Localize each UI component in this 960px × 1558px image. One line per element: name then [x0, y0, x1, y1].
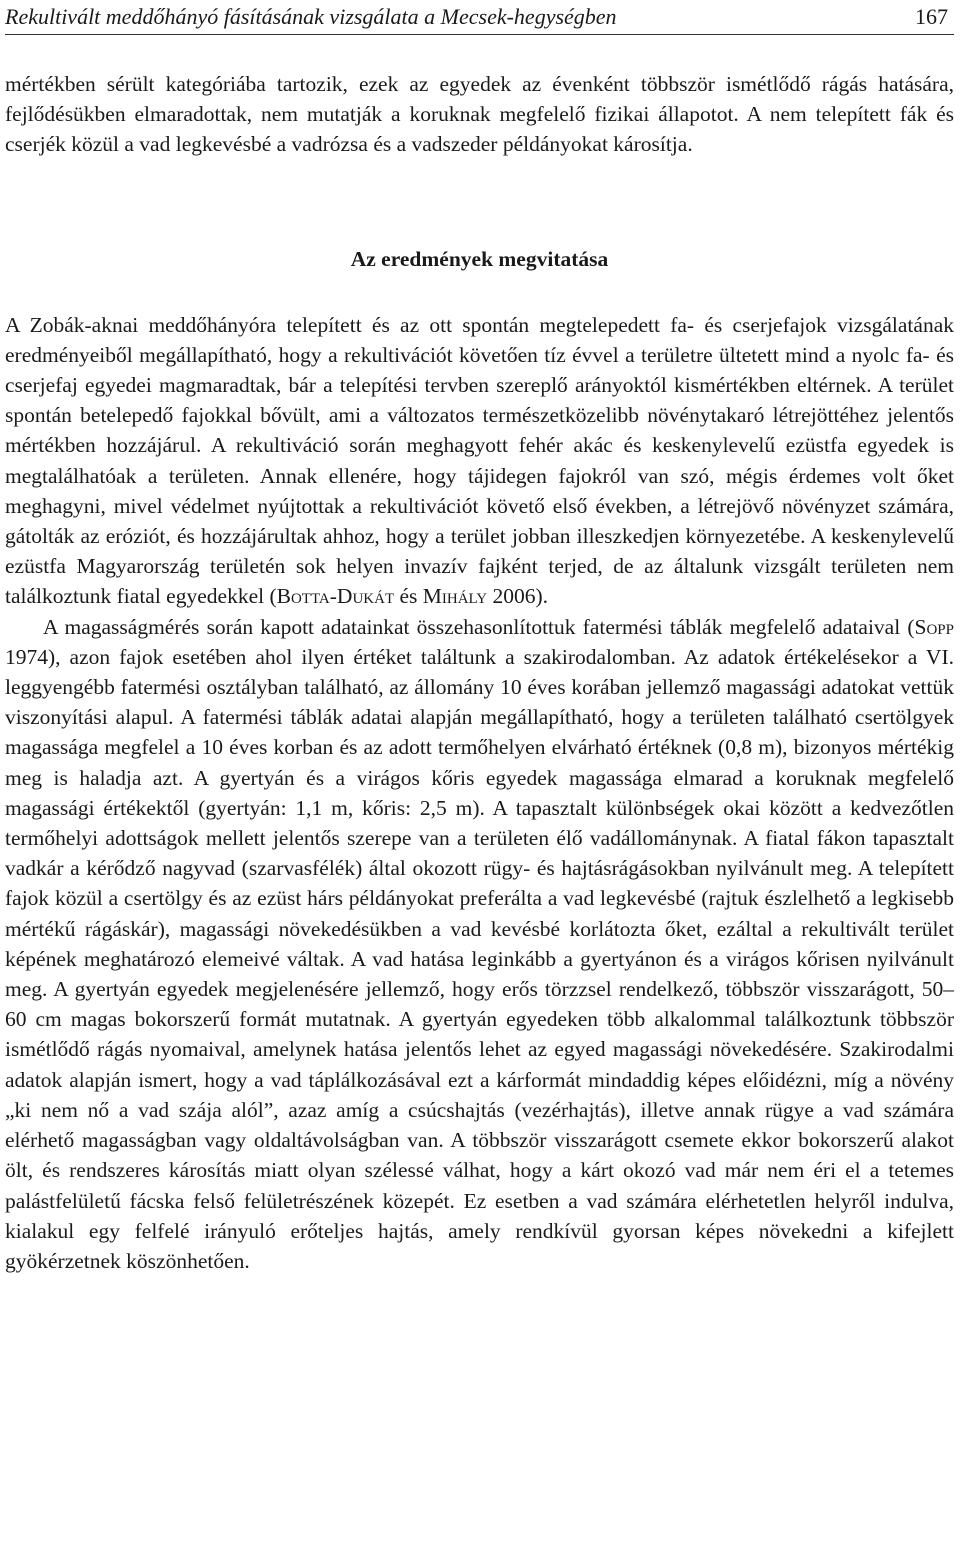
- citation-author: Botta-Dukát: [276, 584, 395, 609]
- citation-conjunction: és: [394, 584, 423, 609]
- intro-paragraph: mértékben sérült kategóriába tartozik, ezek az egyedek az évenként többször ismétlődő rágás hatására, fejlődésükben elmaradottak, nem mutatják a koruknak megfelelő fizikai állapotot. A nem telepített fák és cserjék közül a vad legkevésbé a vadrózsa és a vadszeder példányokat károsítja.: [5, 72, 954, 157]
- results-paragraph-1: [5, 310, 954, 612]
- running-title: Rekultivált meddőhányó fásításának vizsgálata a Mecsek-hegységben: [5, 4, 617, 29]
- page-number: 167: [915, 4, 948, 29]
- citation-author: Sopp: [914, 614, 954, 639]
- paragraph-text: A magasságmérés során kapott adatainkat összehasonlítottuk fatermési táblák megfelelő adataival (: [43, 614, 915, 639]
- citation-author: Mihály: [422, 584, 488, 609]
- running-header: [5, 4, 954, 35]
- paragraph-text: 1974), azon fajok esetében ahol ilyen értéket találtunk a szakirodalomban. Az adatok értékelésekor a VI. leggyengébb fatermési osztályban található, az állomány 10 éves korában jellemző magassági adatokat vettük viszonyítási alapul. A fatermési táblák adatai alapján megállapítható, hogy a területen található csertölgyek magassága megfelel a 10 éves korban és az adott termőhelyen elvárható értéknek (0,8 m), bizonyos mértékig meg is haladja azt. A gyertyán és a virágos kőris egyedek magassága elmarad a koruknak megfelelő magassági értékektől (gyertyán: 1,1 m, kőris: 2,5 m). A tapasztalt különbségek okai között a kedvezőtlen termőhelyi adottságok mellett jelentős szerepe van a területen élő vadállománynak. A fiatal fákon tapasztalt vadkár a kérődző nagyvad (szarvasfélék) által okozott rügy- és hajtásrágásokban nyilvánult meg. A telepített fajok közül a csertölgy és az ezüst hárs példányokat preferálta a vad legkevésbé (rajtuk észlelhető a legkisebb mértékű rágáskár), magassági növekedésükben a vad kevésbé korlátozta őket, ezáltal a rekultivált terület képének meghatározó elemeivé váltak. A vad hatása leginkább a gyertyánon és a virágos kőrisen nyilvánult meg. A gyertyán egyedek megjelenésére jellemző, hogy erős törzzsel rendelkező, többször visszarágott, 50–60 cm magas bokorszerű formát mutatnak. A gyertyán egyedeken több alkalommal találkoztunk többször ismétlődő rágás nyomaival, amelynek hatása jelentős lehet az egyed magassági növekedésére. Szakirodalmi adatok alapján ismert, hogy a vad táplálkozásával ezt a kárformát mindaddig képes előidézni, míg a növény „ki nem nő a vad szája alól”, azaz amíg a csúcshajtás (vezérhajtás), illetve annak rügye a vad számára elérhető magasságban vagy oldaltávolságban van. A többször visszarágott csemete ekkor bokorszerű alakot ölt, és rendszeres károsítás miatt olyan szélessé válhat, hogy a kárt okozó vad már nem éri el a tetemes palástfelületű fácska felső felületrészének közepét. Ez esetben a vad számára elérhetetlen helyről indulva, kialakul egy felfelé irányuló erőteljes hajtás, amely rendkívül gyorsan képes növekedni a kifejlett gyökérzetnek köszönhetően.: [5, 644, 954, 1273]
- document-page: [0, 4, 960, 1558]
- section-heading: Az eredmények megvitatása: [350, 246, 609, 271]
- citation-year: 2006).: [487, 584, 548, 609]
- results-paragraph-2: [5, 612, 954, 1276]
- paragraph-text: A Zobák-aknai meddőhányóra telepített és az ott spontán megtelepedett fa- és cserjefajok vizsgálatának eredményeiből megállapítható, hogy a rekultivációt követően tíz évvel a területre ültetett mind a nyolc fa- és cserjefaj egyedei magmaradtak, bár a telepítési tervben szereplő arányoktól kismértékben eltérnek. A terület spontán betelepedő fajokkal bővült, ami a változatos természetközelibb növénytakaró létrejöttéhez jelentős mértékben hozzájárul. A rekultiváció során meghagyott fehér akác és keskenylevelű ezüstfa egyedek is megtalálhatóak a területen. Annak ellenére, hogy tájidegen fajokról van szó, mégis érdemes volt őket meghagyni, mivel védelmet nyújtottak a rekultivációt követő első években, a létrejövő növényzet számára, gátolták az eróziót, és hozzájárultak ahhoz, hogy a terület jobban illeszkedjen környezetébe. A keskenylevelű ezüstfa Magyarország területén sok helyen invazív fajként terjed, de az általunk vizsgált területen nem találkoztunk fiatal egyedekkel (: [5, 312, 954, 609]
